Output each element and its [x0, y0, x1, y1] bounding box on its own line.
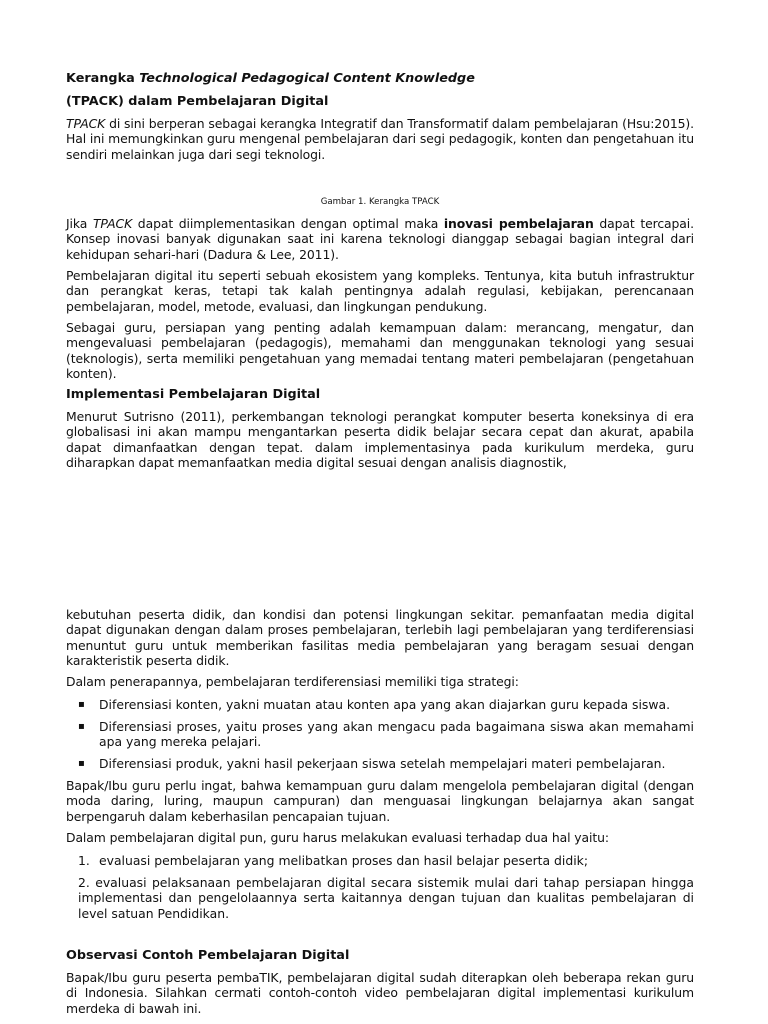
paragraph-strategies-intro: Dalam penerapannya, pembelajaran terdiferensiasi memiliki tiga strategi: — [66, 674, 519, 689]
list-item — [66, 756, 694, 771]
paragraph-text: dapat diimplementasikan dengan optimal maka — [132, 216, 444, 231]
paragraph-tpack-innovation — [66, 216, 694, 262]
paragraph-digital-management: Bapak/Ibu guru perlu ingat, bahwa kemampuan guru dalam mengelola pembelajaran digital (dengan moda daring, luring, maupun campuran) dan menguasai lingkungan belajarnya akan sangat berpengaruh dalam keberhasilan pencapaian tujuan. — [66, 778, 694, 824]
title-prefix: Kerangka — [66, 71, 140, 86]
tpack-term: TPACK — [66, 116, 106, 131]
figure-caption: Gambar 1. Kerangka TPACK — [320, 197, 440, 207]
list-item — [66, 697, 694, 712]
bullet-icon: ▪ — [78, 758, 85, 769]
list-item-text: Diferensiasi proses, yaitu proses yang akan mengacu pada bagaimana siswa akan memahami apa yang mereka pelajari. — [99, 719, 694, 750]
paragraph-sutrisno: Menurut Sutrisno (2011), perkembangan teknologi perangkat komputer beserta koneksinya di era globalisasi ini akan mampu mengantarkan peserta didik belajar secara cepat dan akurat, apabila dapat dimanfaatkan dengan tepat. dalam implementasinya pada kurikulum merdeka, guru diharapkan dapat memanfaatkan media digital sesuai dengan analisis diagnostik, — [66, 409, 694, 471]
paragraph-evaluation-intro: Dalam pembelajaran digital pun, guru harus melakukan evaluasi terhadap dua hal yaitu: — [66, 830, 609, 845]
numbered-item — [78, 875, 694, 921]
list-item-text: Diferensiasi produk, yakni hasil pekerjaan siswa setelah mempelajari materi pembelajaran. — [99, 756, 666, 771]
paragraph-text: dapat tercapai. Konsep inovasi banyak digunakan saat ini karena teknologi dianggap sebagai bagian integral dari kehidupan sehari-hari (Dadura & Lee, 2011). — [66, 216, 694, 262]
heading-observation: Observasi Contoh Pembelajaran Digital — [66, 948, 350, 963]
section-title-line2: (TPACK) dalam Pembelajaran Digital — [66, 94, 329, 109]
list-item-text: Diferensiasi konten, yakni muatan atau konten apa yang akan diajarkan guru kepada siswa. — [99, 697, 671, 712]
paragraph-tpack-intro — [66, 116, 694, 162]
title-italic: Technological Pedagogical Content Knowledge — [139, 71, 475, 86]
heading-implementation: Implementasi Pembelajaran Digital — [66, 387, 321, 402]
list-item-text: evaluasi pembelajaran yang melibatkan proses dan hasil belajar peserta didik; — [99, 853, 589, 868]
paragraph-text: Jika — [66, 216, 93, 231]
bullet-icon: ▪ — [78, 699, 85, 710]
list-item — [66, 719, 694, 750]
paragraph-teacher-preparation: Sebagai guru, persiapan yang penting adalah kemampuan dalam: merancang, mengatur, dan mengevaluasi pembelajaran (pedagogis), memahami dan menggunakan teknologi yang sesuai (teknologis), serta memiliki pengetahuan yang memadai tentang materi pembelajaran (pengetahuan konten). — [66, 320, 694, 382]
tpack-term: TPACK — [92, 216, 133, 231]
bullet-icon: ▪ — [78, 721, 85, 732]
section-title — [66, 71, 694, 87]
paragraph-ecosystem: Pembelajaran digital itu seperti sebuah ekosistem yang kompleks. Tentunya, kita butuh infrastruktur dan perangkat keras, tetapi tak kalah pentingnya adalah regulasi, kebijakan, perencanaan pembelajaran, model, metode, evaluasi, dan lingkungan pendukung. — [66, 268, 694, 314]
list-number: 2. — [78, 875, 90, 890]
paragraph-text: di sini berperan sebagai kerangka Integratif dan Transformatif dalam pembelajaran (Hsu:2015). Hal ini memungkinkan guru mengenal pembelajaran dari segi pedagogik, konten dan pengetahuan itu sendiri melainkan juga dari segi teknologi. — [66, 116, 694, 162]
numbered-item — [66, 853, 694, 868]
paragraph-observation: Bapak/Ibu guru peserta pembaTIK, pembelajaran digital sudah diterapkan oleh beberapa rekan guru di Indonesia. Silahkan cermati contoh-contoh video pembelajaran digital implementasi kurikulum merdeka di bawah ini. — [66, 970, 694, 1016]
list-item-text: evaluasi pelaksanaan pembelajaran digital secara sistemik mulai dari tahap persiapan hingga implementasi dan pengelolaannya serta kaitannya dengan tujuan dan kualitas pembelajaran di level satuan Pendidikan. — [78, 875, 694, 921]
innovation-term: inovasi pembelajaran — [443, 216, 594, 231]
paragraph-needs: kebutuhan peserta didik, dan kondisi dan potensi lingkungan sekitar. pemanfaatan media digital dapat digunakan dengan dalam proses pembelajaran, terlebih lagi pembelajaran yang terdiferensiasi menuntut guru untuk memberikan fasilitas media pembelajaran yang beragam sesuai dengan karakteristik peserta didik. — [66, 607, 694, 669]
list-number: 1. — [78, 853, 90, 868]
